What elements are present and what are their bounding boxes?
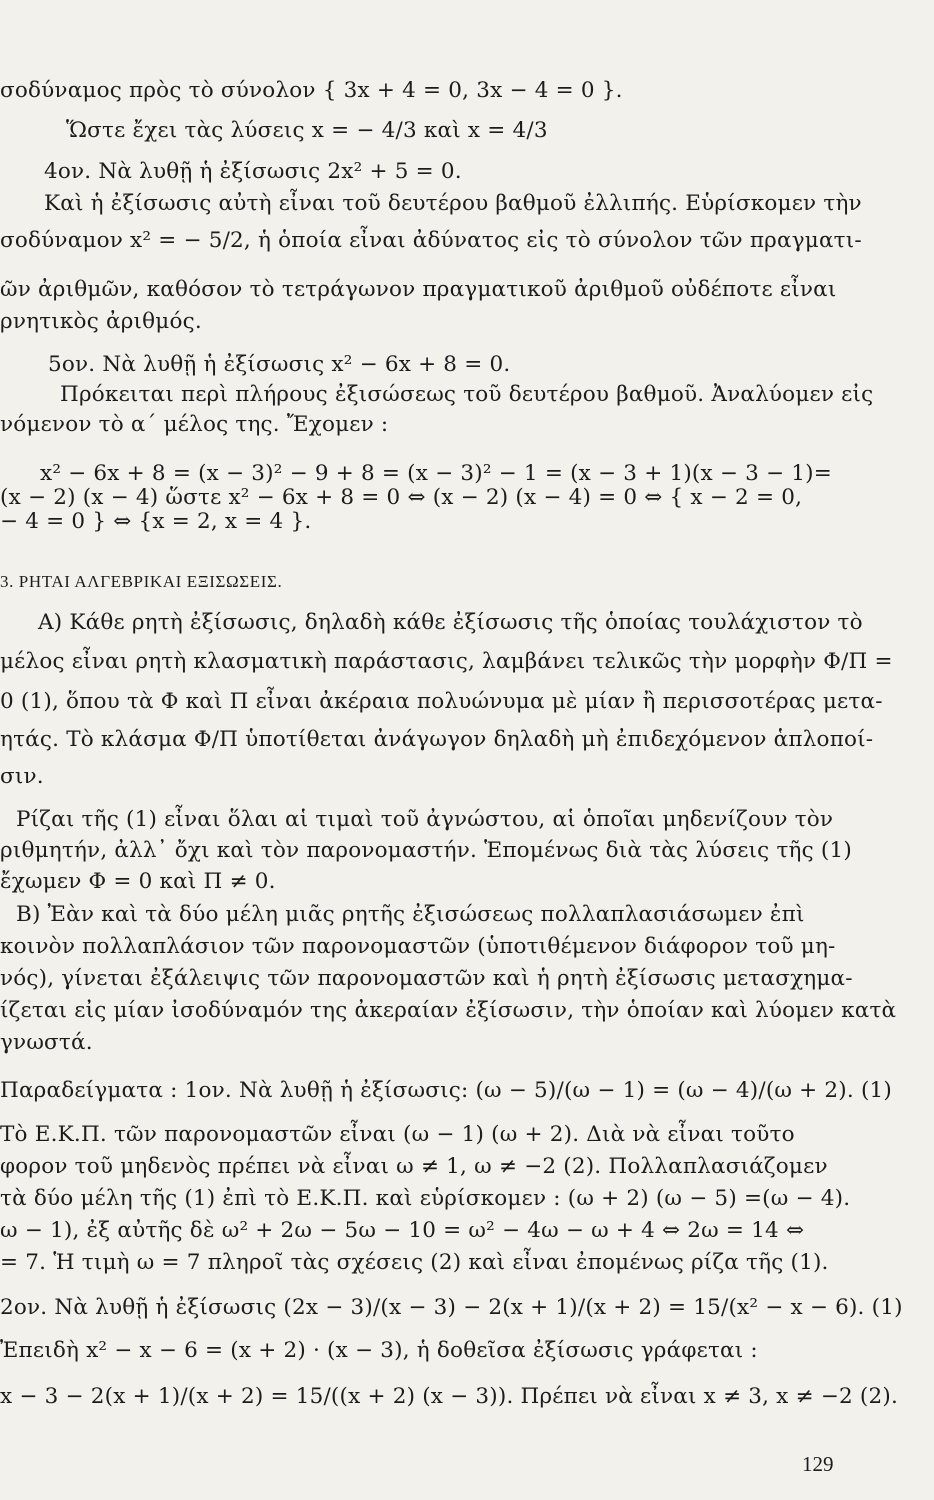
page-number: 129	[802, 1452, 834, 1476]
text-line-24: κοινὸν πολλαπλάσιον τῶν παρονομαστῶν (ὑποτιθέμενον διάφορον τοῦ μη-	[0, 934, 836, 959]
text-line-27: γνωστά.	[0, 1030, 93, 1055]
text-line-13: − 4 = 0 } ⇔ {x = 2, x = 4 }.	[0, 509, 312, 534]
text-line-23: Β) Ἐὰν καὶ τὰ δύο μέλη μιᾶς ρητῆς ἐξισώσεως πολλαπλασιάσωμεν ἐπὶ	[16, 902, 805, 927]
text-line-11: x² − 6x + 8 = (x − 3)² − 9 + 8 = (x − 3)² − 1 = (x − 3 + 1)(x − 3 − 1)=	[40, 461, 832, 486]
text-line-17: 0 (1), ὅπου τὰ Φ καὶ Π εἶναι ἀκέραια πολυώνυμα μὲ μίαν ἢ περισσοτέρας μετα-	[0, 689, 883, 714]
text-line-36: x − 3 − 2(x + 1)/(x + 2) = 15/((x + 2) (x − 3)). Πρέπει νὰ εἶναι x ≠ 3, x ≠ −2 (2).	[0, 1384, 898, 1409]
text-line-6: ῶν ἀριθμῶν, καθόσον τὸ τετράγωνον πραγματικοῦ ἀριθμοῦ οὐδέποτε εἶναι	[0, 277, 837, 302]
section-heading: 3. ΡΗΤΑΙ ΑΛΓΕΒΡΙΚΑΙ ΕΞΙΣΩΣΕΙΣ.	[0, 572, 283, 591]
text-line-20: Ρίζαι τῆς (1) εἶναι ὅλαι αἱ τιμαὶ τοῦ ἀγνώστου, αἱ ὁποῖαι μηδενίζουν τὸν	[16, 807, 834, 832]
text-line-2: Ὥστε ἔχει τὰς λύσεις x = − 4/3 καὶ x = 4/3	[66, 118, 548, 143]
text-line-12: (x − 2) (x − 4) ὥστε x² − 6x + 8 = 0 ⇔ (x − 2) (x − 4) = 0 ⇔ { x − 2 = 0,	[0, 485, 803, 510]
text-line-22: ἔχωμεν Φ = 0 καὶ Π ≠ 0.	[0, 869, 276, 894]
text-line-29: Τὸ Ε.Κ.Π. τῶν παρονομαστῶν εἶναι (ω − 1) (ω + 2). Διὰ νὰ εἶναι τοῦτο	[0, 1122, 795, 1147]
text-line-21: ριθμητήν, ἀλλ᾽ ὄχι καὶ τὸν παρονομαστήν. Ἑπομένως διὰ τὰς λύσεις τῆς (1)	[0, 838, 852, 863]
text-line-16: μέλος εἶναι ρητὴ κλασματικὴ παράστασις, λαμβάνει τελικῶς τὴν μορφὴν Φ/Π =	[0, 649, 893, 674]
example-1-line: Παραδείγματα : 1ον. Νὰ λυθῇ ἡ ἐξίσωσις: (ω − 5)/(ω − 1) = (ω − 4)/(ω + 2). (1)	[0, 1078, 893, 1103]
text-line-32: ω − 1), ἐξ αὐτῆς δὲ ω² + 2ω − 5ω − 10 = ω² − 4ω − ω + 4 ⇔ 2ω = 14 ⇔	[0, 1218, 805, 1243]
text-line-5: σοδύναμον x² = − 5/2, ἡ ὁποία εἶναι ἀδύνατος εἰς τὸ σύνολον τῶν πραγματι-	[0, 228, 862, 253]
text-line-3: 4ον. Νὰ λυθῇ ἡ ἐξίσωσις 2x² + 5 = 0.	[44, 159, 462, 184]
text-line-1: σοδύναμος πρὸς τὸ σύνολον { 3x + 4 = 0, 3x − 4 = 0 }.	[0, 78, 623, 103]
text-line-26: ίζεται εἰς μίαν ἰσοδύναμόν της ἀκεραίαν ἐξίσωσιν, τὴν ὁποίαν καὶ λύομεν κατὰ	[0, 998, 897, 1023]
text-line-35: Ἐπειδὴ x² − x − 6 = (x + 2) · (x − 3), ἡ δοθεῖσα ἐξίσωσις γράφεται :	[0, 1338, 758, 1363]
text-line-15: Α) Κάθε ρητὴ ἐξίσωσις, δηλαδὴ κάθε ἐξίσωσις τῆς ὁποίας τουλάχιστον τὸ	[38, 610, 863, 635]
text-line-7: ρνητικὸς ἀριθμός.	[0, 309, 202, 334]
text-line-10: νόμενον τὸ α΄ μέλος της. Ἔχομεν :	[0, 412, 389, 437]
text-line-33: = 7. Ἡ τιμὴ ω = 7 πληροῖ τὰς σχέσεις (2) καὶ εἶναι ἐπομένως ρίζα τῆς (1).	[0, 1250, 829, 1275]
text-line-25: νός), γίνεται ἐξάλειψις τῶν παρονομαστῶν καὶ ἡ ρητὴ ἐξίσωσις μετασχημα-	[0, 966, 853, 991]
text-line-30: φορον τοῦ μηδενὸς πρέπει νὰ εἶναι ω ≠ 1, ω ≠ −2 (2). Πολλαπλασιάζομεν	[0, 1154, 828, 1179]
text-line-19: σιν.	[0, 764, 44, 789]
example-2-line: 2ον. Νὰ λυθῇ ἡ ἐξίσωσις (2x − 3)/(x − 3) − 2(x + 1)/(x + 2) = 15/(x² − x − 6). (1)	[0, 1295, 903, 1320]
text-line-4: Καὶ ἡ ἐξίσωσις αὐτὴ εἶναι τοῦ δευτέρου βαθμοῦ ἐλλιπής. Εὑρίσκομεν τὴν	[44, 191, 862, 216]
text-line-9: Πρόκειται περὶ πλήρους ἐξισώσεως τοῦ δευτέρου βαθμοῦ. Ἀναλύομεν εἰς	[60, 382, 874, 407]
text-line-8: 5ον. Νὰ λυθῇ ἡ ἐξίσωσις x² − 6x + 8 = 0.	[48, 352, 511, 377]
text-line-31: τὰ δύο μέλη τῆς (1) ἐπὶ τὸ Ε.Κ.Π. καὶ εὑρίσκομεν : (ω + 2) (ω − 5) =(ω − 4).	[0, 1186, 851, 1211]
text-line-18: ητάς. Τὸ κλάσμα Φ/Π ὑποτίθεται ἀνάγωγον δηλαδὴ μὴ ἐπιδεχόμενον ἁπλοποί-	[0, 727, 874, 752]
